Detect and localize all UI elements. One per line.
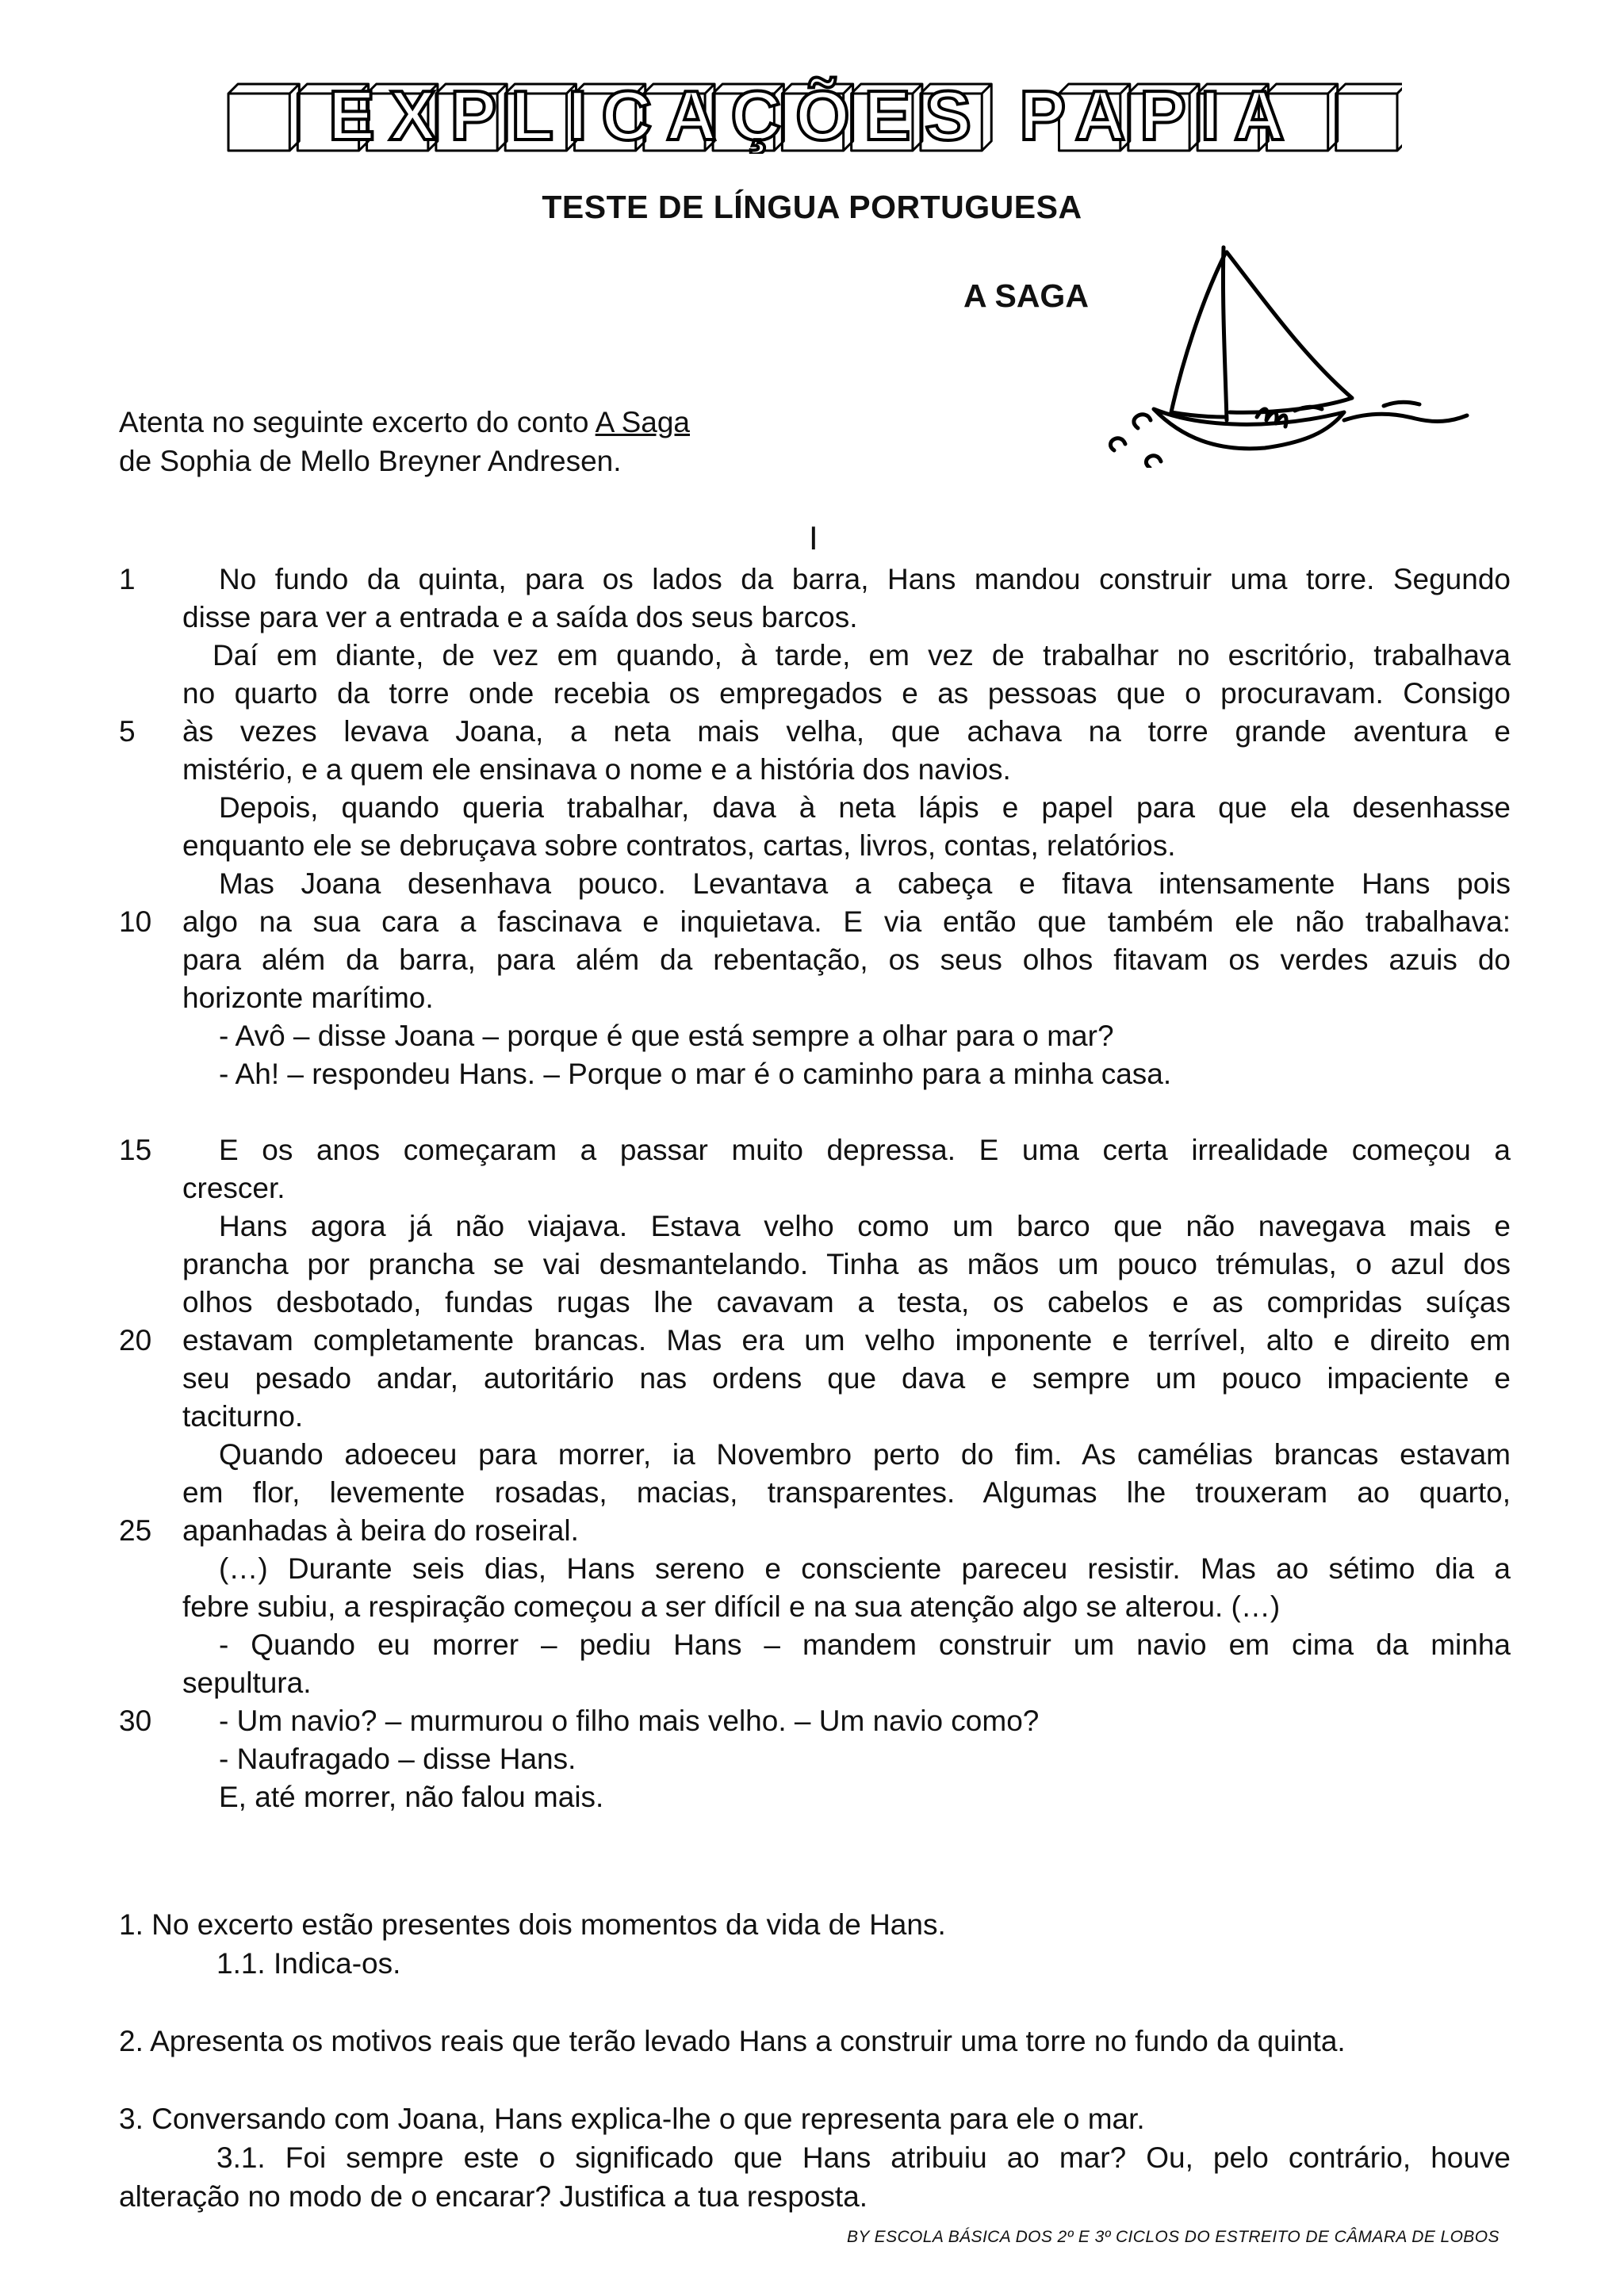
question-1-1: 1.1. Indica-os.: [216, 1947, 401, 1980]
passage-line: sepultura.: [182, 1667, 312, 1699]
line-number: 15: [119, 1134, 152, 1166]
passage-line: 1 No fundo da quinta, para os lados da barra, Hans mandou construir uma torre. Segundo: [119, 561, 1511, 599]
passage-line: horizonte marítimo.: [182, 982, 434, 1014]
line-number: 5: [119, 715, 136, 748]
passage-line: Quando adoeceu para morrer, ia Novembro perto do fim. As camélias brancas estavam: [219, 1438, 1511, 1471]
passage-line: em flor, levemente rosadas, macias, transparentes. Algumas lhe trouxeram ao quarto,: [182, 1476, 1511, 1509]
passage-line: para além da barra, para além da rebentação, os seus olhos fitavam os verdes azuis do: [182, 943, 1511, 976]
passage-line: 30 - Um navio? – murmurou o filho mais velho. – Um navio como?: [119, 1702, 1511, 1740]
passage-line: Mas Joana desenhava pouco. Levantava a cabeça e fitava intensamente Hans pois: [219, 867, 1511, 900]
line-number: 10: [119, 905, 152, 938]
passage-line: Daí em diante, de vez em quando, à tarde, em vez de trabalhar no escritório, trabalhava: [213, 639, 1511, 672]
passage-line: 10 algo na sua cara a fascinava e inquietava. E via então que também ele não trabalhava:: [119, 903, 1511, 941]
question-3: 3. Conversando com Joana, Hans explica-lhe o que representa para ele o mar.: [119, 2103, 1145, 2135]
passage-line: - Avô – disse Joana – porque é que está sempre a olhar para o mar?: [219, 1020, 1114, 1052]
school-logo: [225, 73, 1402, 154]
logo-block: [228, 84, 299, 151]
question-2: 2. Apresenta os motivos reais que terão levado Hans a construir uma torre no fundo da quinta.: [119, 2025, 1346, 2057]
passage-line: (…) Durante seis dias, Hans sereno e consciente pareceu resistir. Mas ao sétimo dia a: [219, 1552, 1511, 1585]
question-3-1-line-1: 3.1. Foi sempre este o significado que Hans atribuiu ao mar? Ou, pelo contrário, houve: [216, 2141, 1511, 2174]
story-title: A SAGA: [963, 277, 1089, 314]
passage-line: - Ah! – respondeu Hans. – Porque o mar é o caminho para a minha casa.: [219, 1058, 1172, 1090]
logo-graphic: [225, 73, 1402, 154]
footer-credit: BY ESCOLA BÁSICA DOS 2º E 3º CICLOS DO ESTREITO DE CÂMARA DE LOBOS: [847, 2228, 1500, 2246]
line-number: 1: [119, 563, 136, 595]
passage-line: taciturno.: [182, 1400, 304, 1433]
passage-line: disse para ver a entrada e a saída dos seus barcos.: [182, 601, 858, 633]
passage-line: febre subiu, a respiração começou a ser difícil e na sua atenção algo se alterou. (…): [182, 1590, 1281, 1623]
sailboat-icon: [1106, 230, 1471, 468]
passage-line: [119, 1093, 1511, 1131]
passage-line: olhos desbotado, fundas rugas lhe cavavam a testa, os cabelos e as compridas suíças: [182, 1286, 1511, 1318]
passage-line: enquanto ele se debruçava sobre contratos, cartas, livros, contas, relatórios.: [182, 829, 1176, 862]
passage-line: seu pesado andar, autoritário nas ordens que dava e sempre um pouco impaciente e: [182, 1362, 1511, 1395]
line-number: 25: [119, 1514, 152, 1547]
sailboat-graphic: [1106, 230, 1471, 468]
passage-line: crescer.: [182, 1172, 285, 1204]
work-title: A Saga: [595, 406, 690, 438]
story-passage: [119, 561, 1511, 1816]
question-1: 1. No excerto estão presentes dois momentos da vida de Hans.: [119, 1908, 946, 1941]
intro-text: [119, 403, 690, 480]
passage-line: no quarto da torre onde recebia os empregados e as pessoas que o procuravam. Consigo: [182, 677, 1511, 710]
passage-line: - Naufragado – disse Hans.: [219, 1743, 576, 1775]
passage-line: 5 às vezes levava Joana, a neta mais velha, que achava na torre grande aventura e: [119, 713, 1511, 751]
passage-line: mistério, e a quem ele ensinava o nome e a história dos navios.: [182, 753, 1011, 786]
passage-line: E, até morrer, não falou mais.: [219, 1781, 604, 1813]
passage-line: 15 E os anos começaram a passar muito depressa. E uma certa irrealidade começou a: [119, 1131, 1511, 1169]
passage-line: Hans agora já não viajava. Estava velho como um barco que não navegava mais e: [219, 1210, 1511, 1242]
test-title: TESTE DE LÍNGUA PORTUGUESA: [542, 189, 1082, 225]
line-number: 30: [119, 1705, 152, 1737]
passage-line: prancha por prancha se vai desmantelando. Tinha as mãos um pouco trémulas, o azul dos: [182, 1248, 1511, 1280]
intro-line-1: Atenta no seguinte excerto do conto A Saga: [119, 406, 690, 438]
passage-line: Depois, quando queria trabalhar, dava à neta lápis e papel para que ela desenhasse: [219, 791, 1511, 824]
questions-section: [119, 1905, 1511, 2216]
logo-block: [1336, 84, 1402, 151]
passage-line: 20 estavam completamente brancas. Mas era um velho imponente e terrível, alto e direito em: [119, 1322, 1511, 1360]
line-number: 20: [119, 1324, 152, 1357]
logo-text: EXPLICAÇÕES PAPIA: [328, 76, 1299, 154]
question-3-1-line-2: alteração no modo de o encarar? Justifica a tua resposta.: [119, 2180, 868, 2213]
intro-line-2: de Sophia de Mello Breyner Andresen.: [119, 445, 622, 477]
passage-line: - Quando eu morrer – pediu Hans – mandem construir um navio em cima da minha: [219, 1628, 1511, 1661]
passage-line: 25 apanhadas à beira do roseiral.: [119, 1512, 1511, 1550]
section-numeral: I: [809, 519, 818, 557]
